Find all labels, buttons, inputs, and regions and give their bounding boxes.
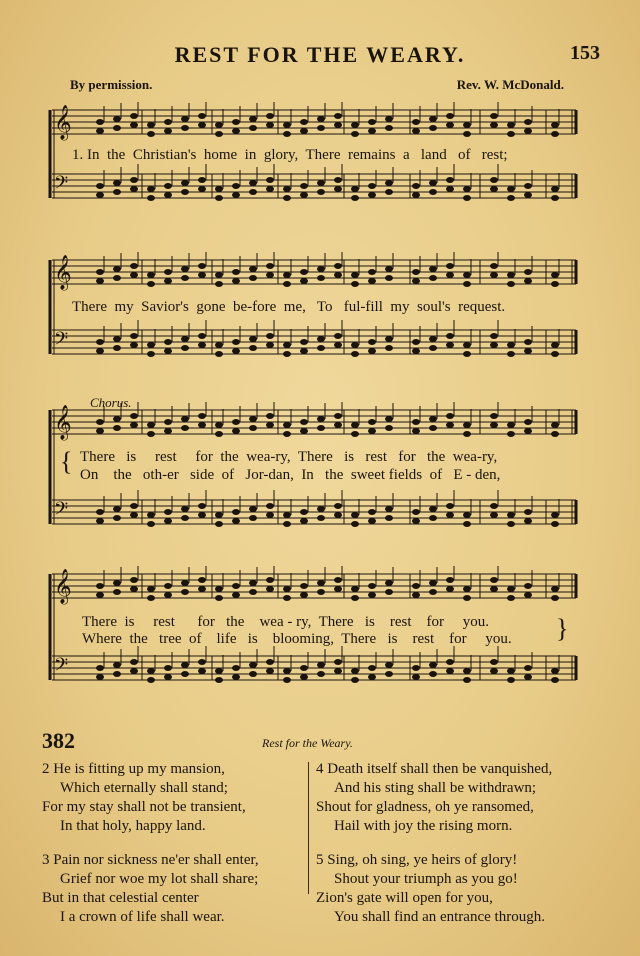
lyric-line: There my Savior's gone be-fore me, To ful-fill my soul's request. xyxy=(72,299,506,315)
svg-text:𝄞: 𝄞 xyxy=(54,569,72,604)
verse-line: Zion's gate will open for you, xyxy=(316,890,493,906)
verse-brace: } xyxy=(556,614,569,643)
verse-line: In that holy, happy land. xyxy=(60,818,206,834)
svg-text:𝄞: 𝄞 xyxy=(54,405,72,440)
verse-brace: { xyxy=(60,447,73,476)
page-number: 153 xyxy=(570,42,600,64)
lyric-line: Where the tree of life is blooming, There is rest for you. xyxy=(82,631,512,647)
verse-line: Grief nor woe my lot shall share; xyxy=(60,871,259,887)
svg-text:𝄢: 𝄢 xyxy=(54,655,69,680)
verse-line: Hail with joy the rising morn. xyxy=(334,818,513,834)
verse-line: 3 Pain nor sickness ne'er shall enter, xyxy=(42,852,259,868)
verse-line: For my stay shall not be transient, xyxy=(42,799,246,815)
verse-line: 5 Sing, oh sing, ye heirs of glory! xyxy=(316,852,518,868)
svg-text:𝄞: 𝄞 xyxy=(54,105,72,140)
verses-left xyxy=(42,760,259,927)
verse-line: 2 He is fitting up my mansion, xyxy=(42,761,225,777)
svg-text:𝄢: 𝄢 xyxy=(54,499,69,524)
column-divider xyxy=(308,762,309,894)
svg-text:𝄢: 𝄢 xyxy=(54,329,69,354)
verses-right xyxy=(316,760,552,927)
svg-text:𝄞: 𝄞 xyxy=(54,255,72,290)
verse-line: Shout for gladness, oh ye ransomed, xyxy=(316,799,534,815)
hymn-title: REST FOR THE WEARY. xyxy=(174,42,466,67)
verse-line: Shout your triumph as you go! xyxy=(334,871,518,887)
lyric-line: On the oth-er side of Jor-dan, In the sweet fields of E - den, xyxy=(80,467,501,483)
verse-line: 4 Death itself shall then be vanquished, xyxy=(316,761,553,777)
verse-line: I a crown of life shall wear. xyxy=(60,909,225,925)
verse-line: You shall find an entrance through. xyxy=(334,909,545,925)
chorus-label: Chorus. xyxy=(90,395,132,410)
verse-line: And his sting shall be withdrawn; xyxy=(334,780,537,796)
verse-line: Which eternally shall stand; xyxy=(60,780,228,796)
lyric-line: There is rest for the wea-ry, There is rest for the wea-ry, xyxy=(80,449,498,465)
hymn-number: 382 xyxy=(42,728,75,753)
hymn-tune-name: Rest for the Weary. xyxy=(262,736,353,750)
svg-text:𝄢: 𝄢 xyxy=(54,173,69,198)
author-credit: Rev. W. McDonald. xyxy=(456,77,564,92)
lyric-line: 1. In the Christian's home in glory, There remains a land of rest; xyxy=(72,147,508,163)
permission-note: By permission. xyxy=(70,77,153,92)
verse-line: But in that celestial center xyxy=(42,890,199,906)
lyric-line: There is rest for the wea - ry, There is rest for you. xyxy=(82,614,489,630)
